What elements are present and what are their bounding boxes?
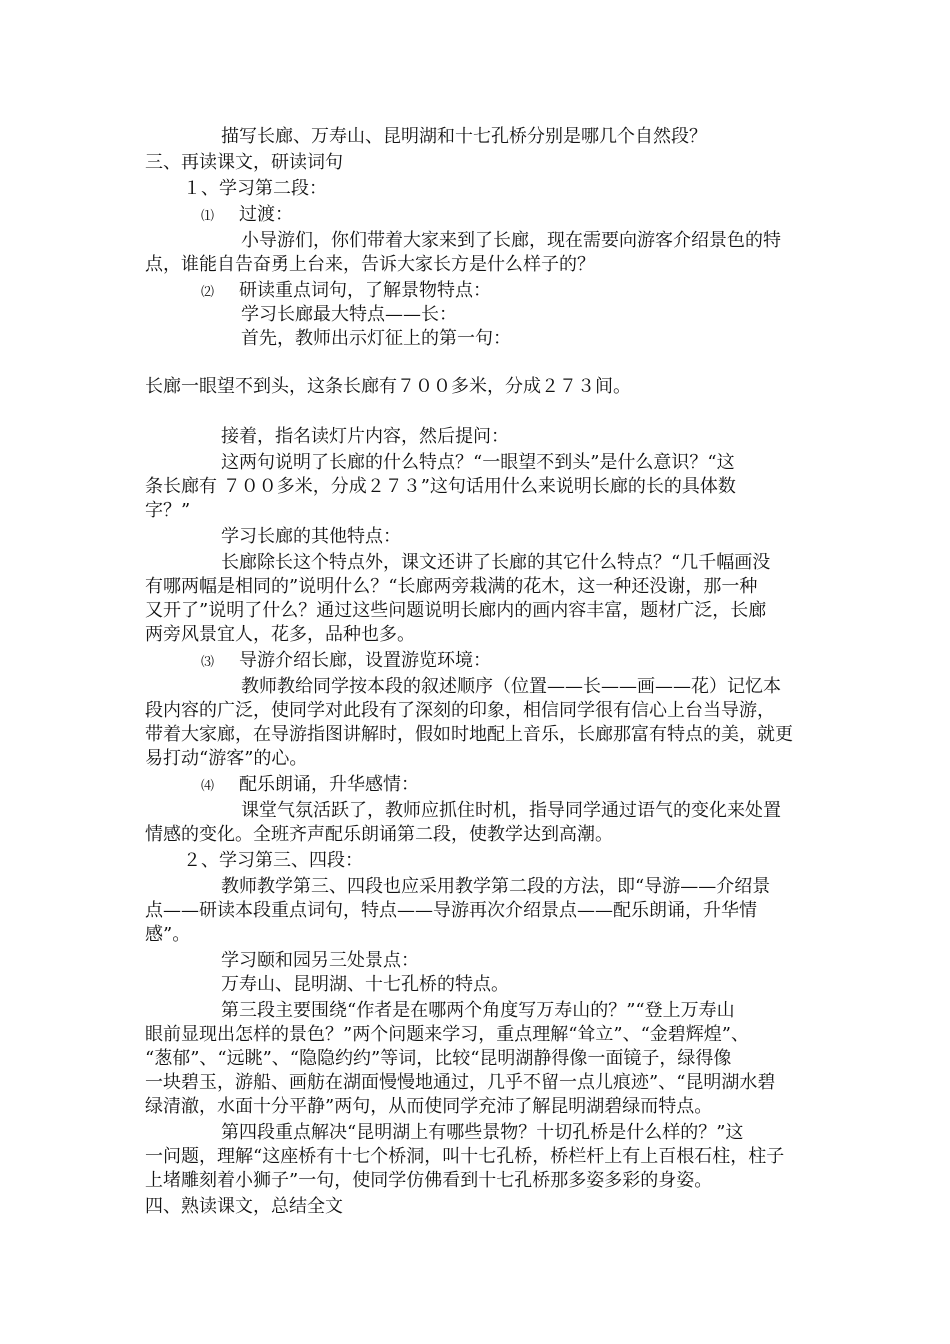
paragraph-line: 小导游们，你们带着大家来到了长廊，现在需要向游客介绍景色的特 <box>241 230 781 251</box>
question-line: 描写长廊、万寿山、昆明湖和十七孔桥分别是哪几个自然段？ <box>221 126 707 147</box>
step-number: ⑷ <box>201 779 215 794</box>
paragraph-line: 条长廊有 ７００多米，分成２７３”这句话用什么来说明长廊的长的具体数 <box>145 476 736 497</box>
step-number: ⑴ <box>201 209 215 224</box>
paragraph-line: 学习长廊的其他特点： <box>221 526 401 547</box>
paragraph-line: 绿清澈，水面十分平静”两句，从而使同学充沛了解昆明湖碧绿而特点。 <box>145 1096 713 1117</box>
step-3-heading: ⑶ 导游介绍长廊，设置游览环境： <box>201 648 491 676</box>
step-number: ⑵ <box>201 285 215 300</box>
paragraph-line: 长廊除长这个特点外，课文还讲了长廊的其它什么特点？“几千幅画没 <box>221 552 771 573</box>
slide-quote: 长廊一眼望不到头，这条长廊有７００多米，分成２７３间。 <box>145 376 631 397</box>
paragraph-line: 又开了”说明了什么？通过这些问题说明长廊内的画内容丰富，题材广泛，长廊 <box>145 600 767 621</box>
subsection-heading-1: １、学习第二段： <box>183 178 327 199</box>
paragraph-line: 有哪两幅是相同的”说明什么？“长廊两旁栽满的花木，这一种还没谢，那一种 <box>145 576 758 597</box>
paragraph-line: 首先，教师出示灯征上的第一句： <box>241 328 511 349</box>
paragraph-line: 点——研读本段重点词句，特点——导游再次介绍景点——配乐朗诵，升华情 <box>145 900 757 921</box>
paragraph-line: 课堂气氛活跃了，教师应抓住时机，指导同学通过语气的变化来处置 <box>241 800 781 821</box>
paragraph-line: 眼前显现出怎样的景色？”两个问题来学习，重点理解“耸立”、“金碧辉煌”、 <box>145 1024 750 1045</box>
paragraph-line: 上堵雕刻着小狮子”一句，使同学仿佛看到十七孔桥那多姿多彩的身姿。 <box>145 1170 713 1191</box>
paragraph-line: 一块碧玉，游船、画舫在湖面慢慢地通过，几乎不留一点儿痕迹”、“昆明湖水碧 <box>145 1072 776 1093</box>
section-heading-4: 四、熟读课文，总结全文 <box>145 1196 343 1217</box>
step-number: ⑶ <box>201 655 215 670</box>
paragraph-line: 情感的变化。全班齐声配乐朗诵第二段，使教学达到高潮。 <box>145 824 613 845</box>
paragraph-line: 这两句说明了长廊的什么特点？“一眼望不到头”是什么意识？“这 <box>221 452 735 473</box>
paragraph-line: 感”。 <box>145 924 191 945</box>
paragraph-line: 教师教给同学按本段的叙述顺序（位置——长——画——花）记忆本 <box>241 676 781 697</box>
paragraph-line: “葱郁”、“远眺”、“隐隐约约”等词，比较“昆明湖静得像一面镜子，绿得像 <box>145 1048 732 1069</box>
step-1-heading: ⑴ 过渡： <box>201 202 293 230</box>
step-2-heading: ⑵ 研读重点词句，了解景物特点： <box>201 278 491 306</box>
paragraph-line: 两旁风景宜人，花多，品种也多。 <box>145 624 415 645</box>
paragraph-line: 第三段主要围绕“作者是在哪两个角度写万寿山的？”“登上万寿山 <box>221 1000 735 1021</box>
step-4-heading: ⑷ 配乐朗诵，升华感情： <box>201 772 419 800</box>
paragraph-line: 一问题，理解“这座桥有十七个桥洞，叫十七孔桥，桥栏杆上有上百根石柱，柱子 <box>145 1146 785 1167</box>
paragraph-line: 接着，指名读灯片内容，然后提问： <box>221 426 509 447</box>
paragraph-line: 学习长廊最大特点——长： <box>241 304 457 325</box>
paragraph-line: 万寿山、昆明湖、十七孔桥的特点。 <box>221 974 509 995</box>
paragraph-line: 点，谁能自告奋勇上台来，告诉大家长方是什么样子的？ <box>145 254 595 275</box>
paragraph-line: 字？” <box>145 500 191 521</box>
paragraph-line: 学习颐和园另三处景点： <box>221 950 419 971</box>
subsection-heading-2: ２、学习第三、四段： <box>183 850 363 871</box>
paragraph-line: 带着大家廊，在导游指图讲解时，假如时地配上音乐，长廊那富有特点的美，就更 <box>145 724 793 745</box>
section-heading-3: 三、再读课文，研读词句 <box>145 152 343 173</box>
paragraph-line: 易打动“游客”的心。 <box>145 748 308 769</box>
paragraph-line: 段内容的广泛，使同学对此段有了深刻的印象，相信同学很有信心上台当导游， <box>145 700 775 721</box>
paragraph-line: 教师教学第三、四段也应采用教学第二段的方法，即“导游——介绍景 <box>221 876 771 897</box>
paragraph-line: 第四段重点解决“昆明湖上有哪些景物？十切孔桥是什么样的？”这 <box>221 1122 744 1143</box>
